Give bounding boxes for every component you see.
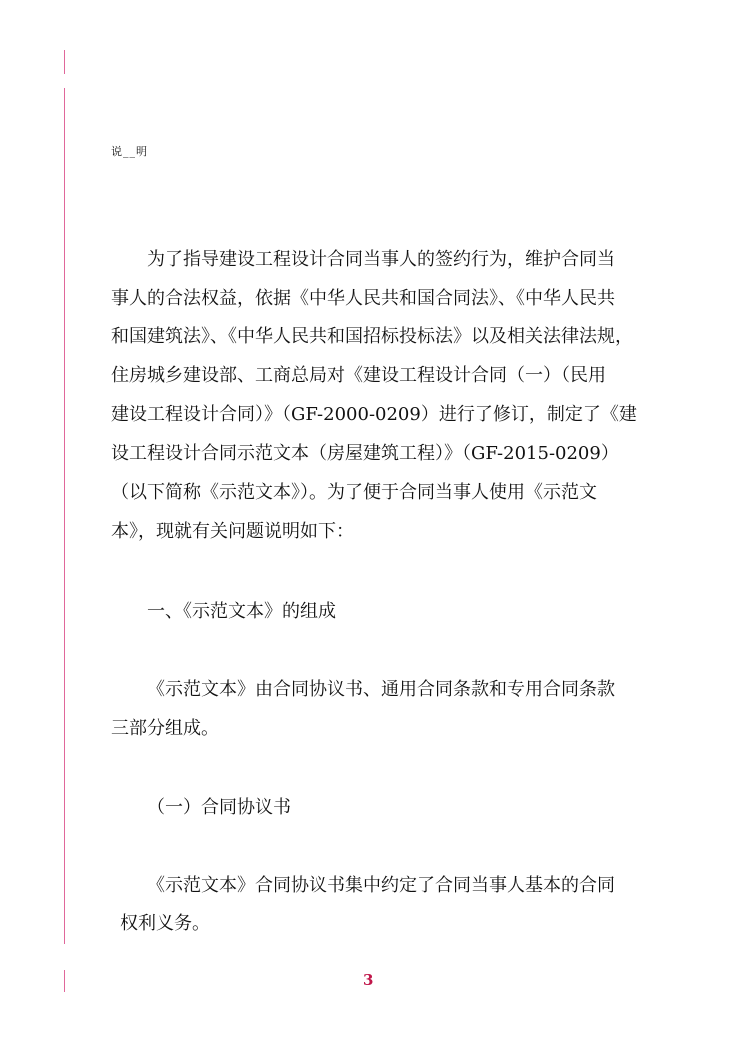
- doc-heading: 说__明: [111, 145, 148, 158]
- intro-line: 住房城乡建设部、工商总局对《建设工程设计合同（一）（民用: [111, 365, 606, 386]
- composition-line: 三部分组成。: [111, 718, 219, 739]
- subsection-one-title: （一）合同协议书: [147, 797, 291, 818]
- intro-line: 建设工程设计合同）》（GF-2000-0209）进行了修订，制定了《建: [111, 404, 637, 425]
- margin-marker-bottom: [64, 970, 65, 992]
- intro-line: 和国建筑法》、《中华人民共和国招标投标法》以及相关法律法规，: [111, 326, 633, 347]
- composition-line: 《示范文本》由合同协议书、通用合同条款和专用合同条款: [147, 679, 615, 700]
- agreement-line: 《示范文本》合同协议书集中约定了合同当事人基本的合同: [147, 875, 615, 896]
- margin-marker-top: [64, 50, 65, 74]
- margin-rule: [64, 88, 65, 944]
- intro-line: （以下简称《示范文本》）。为了便于合同当事人使用《示范文: [111, 482, 597, 503]
- section-one-title: 一、《示范文本》的组成: [147, 601, 336, 622]
- intro-line: 事人的合法权益，依据《中华人民共和国合同法》、《中华人民共: [111, 288, 615, 309]
- intro-line: 为了指导建设工程设计合同当事人的签约行为，维护合同当: [147, 249, 615, 270]
- intro-line: 设工程设计合同示范文本（房屋建筑工程）》（GF-2015-0209）: [111, 443, 619, 464]
- intro-line: 本》，现就有关问题说明如下：: [111, 521, 354, 542]
- agreement-line: 权利义务。: [120, 913, 210, 934]
- page-number: 3: [363, 971, 374, 989]
